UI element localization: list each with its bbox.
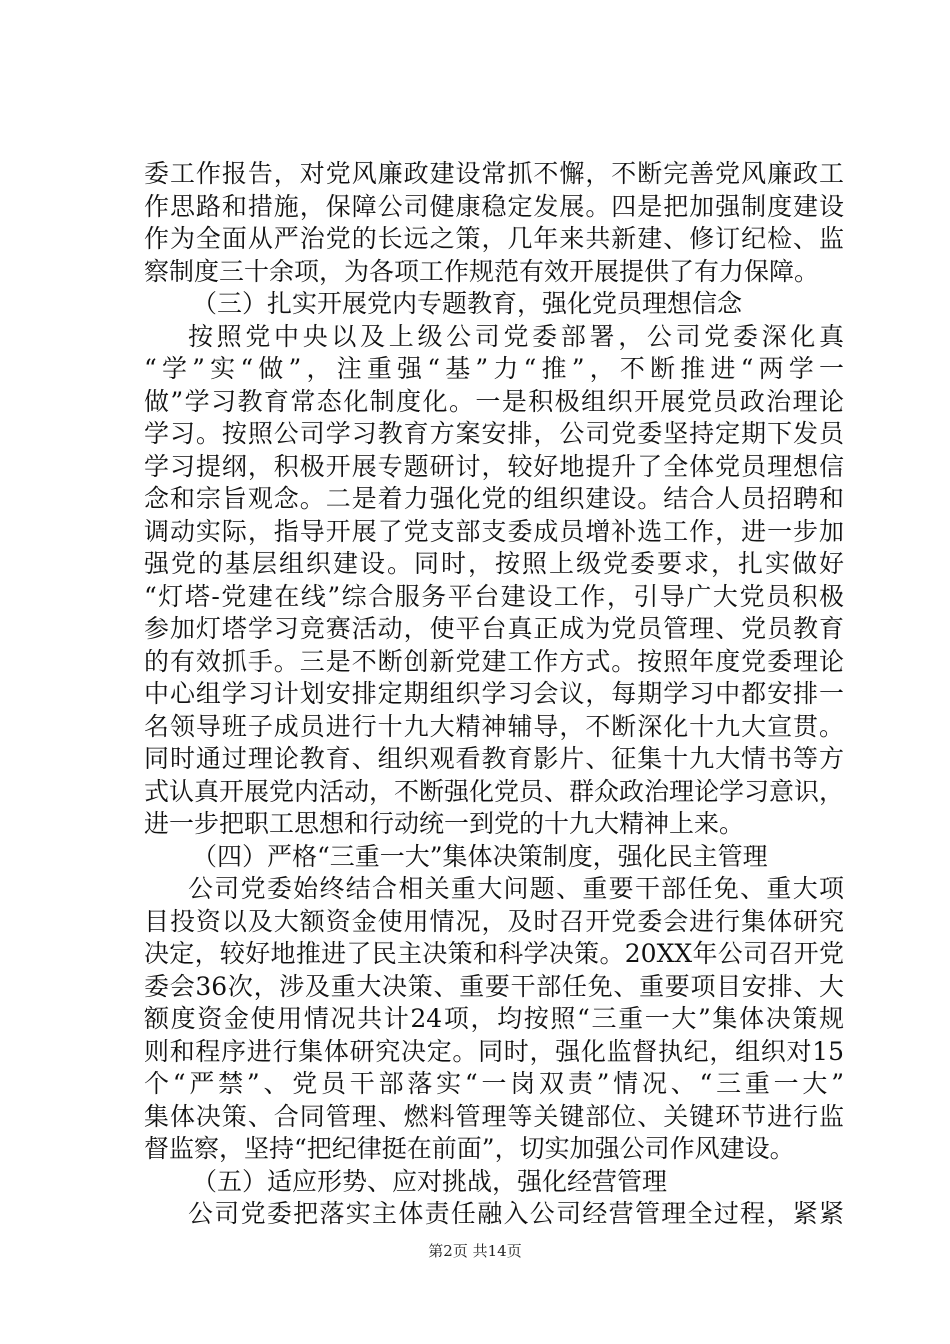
text-line: “学”实“做”，注重强“基”力“推”，不断推进“两学一	[144, 354, 844, 383]
text-line: 目投资以及大额资金使用情况，及时召开党委会进行集体研究	[144, 906, 844, 936]
text-line: 委会36次，涉及重大决策、重要干部任免、重要项目安排、大	[144, 971, 844, 1001]
text-line: 委工作报告，对党风廉政建设常抓不懈，不断完善党风廉政工	[144, 159, 844, 188]
text-line: 个“严禁”、党员干部落实“一岗双责”情况、“三重一大”	[144, 1069, 844, 1098]
text-line: 决定，较好地推进了民主决策和科学决策。20XX年公司召开党	[144, 939, 844, 968]
text-line: 念和宗旨观念。二是着力强化党的组织建设。结合人员招聘和	[144, 484, 844, 513]
text-line: 公司党委始终结合相关重大问题、重要干部任免、重大项	[188, 874, 844, 903]
text-line: 按照党中央以及上级公司党委部署，公司党委深化真	[188, 321, 844, 351]
section-heading-3: （三）扎实开展党内专题教育，强化党员理想信念	[192, 289, 743, 318]
text-line: 进一步把职工思想和行动统一到党的十九大精神上来。	[144, 809, 745, 838]
text-line: 同时通过理论教育、组织观看教育影片、征集十九大情书等方	[144, 744, 844, 773]
text-line: 学习。按照公司学习教育方案安排，公司党委坚持定期下发员	[144, 419, 844, 448]
text-line: 则和程序进行集体研究决定。同时，强化监督执纪，组织对15	[144, 1036, 844, 1066]
text-line: 作为全面从严治党的长远之策，几年来共新建、修订纪检、监	[144, 224, 844, 253]
text-line: 调动实际，指导开展了党支部支委成员增补选工作，进一步加	[144, 516, 844, 546]
body-text	[144, 158, 844, 1231]
text-line: 中心组学习计划安排定期组织学习会议，每期学习中都安排一	[144, 679, 844, 708]
text-line: 集体决策、合同管理、燃料管理等关键部位、关键环节进行监	[144, 1101, 844, 1131]
text-line: 公司党委把落实主体责任融入公司经营管理全过程，紧紧	[188, 1199, 844, 1228]
section-heading-5: （五）适应形势、应对挑战，强化经营管理	[192, 1166, 668, 1196]
text-line: 的有效抓手。三是不断创新党建工作方式。按照年度党委理论	[144, 646, 844, 676]
text-line: “灯塔-党建在线”综合服务平台建设工作，引导广大党员积极	[144, 581, 844, 611]
text-line: 作思路和措施，保障公司健康稳定发展。四是把加强制度建设	[144, 191, 844, 221]
text-line: 额度资金使用情况共计24项，均按照“三重一大”集体决策规	[144, 1004, 844, 1033]
text-line: 督监察，坚持“把纪律挺在前面”，切实加强公司作风建设。	[144, 1134, 795, 1163]
page-number-footer: 第2页 共14页	[428, 1242, 522, 1260]
text-line: 察制度三十余项，为各项工作规范有效开展提供了有力保障。	[144, 256, 820, 286]
text-line: 参加灯塔学习竞赛活动，使平台真正成为党员管理、党员教育	[144, 614, 844, 643]
section-heading-4: （四）严格“三重一大”集体决策制度，强化民主管理	[192, 841, 768, 871]
text-line: 学习提纲，积极开展专题研讨，较好地提升了全体党员理想信	[144, 451, 844, 481]
text-line: 名领导班子成员进行十九大精神辅导，不断深化十九大宣贯。	[144, 711, 844, 741]
text-line: 强党的基层组织建设。同时，按照上级党委要求，扎实做好	[144, 549, 844, 578]
text-line: 式认真开展党内活动，不断强化党员、群众政治理论学习意识，	[144, 776, 845, 806]
text-line: 做”学习教育常态化制度化。一是积极组织开展党员政治理论	[144, 386, 844, 416]
